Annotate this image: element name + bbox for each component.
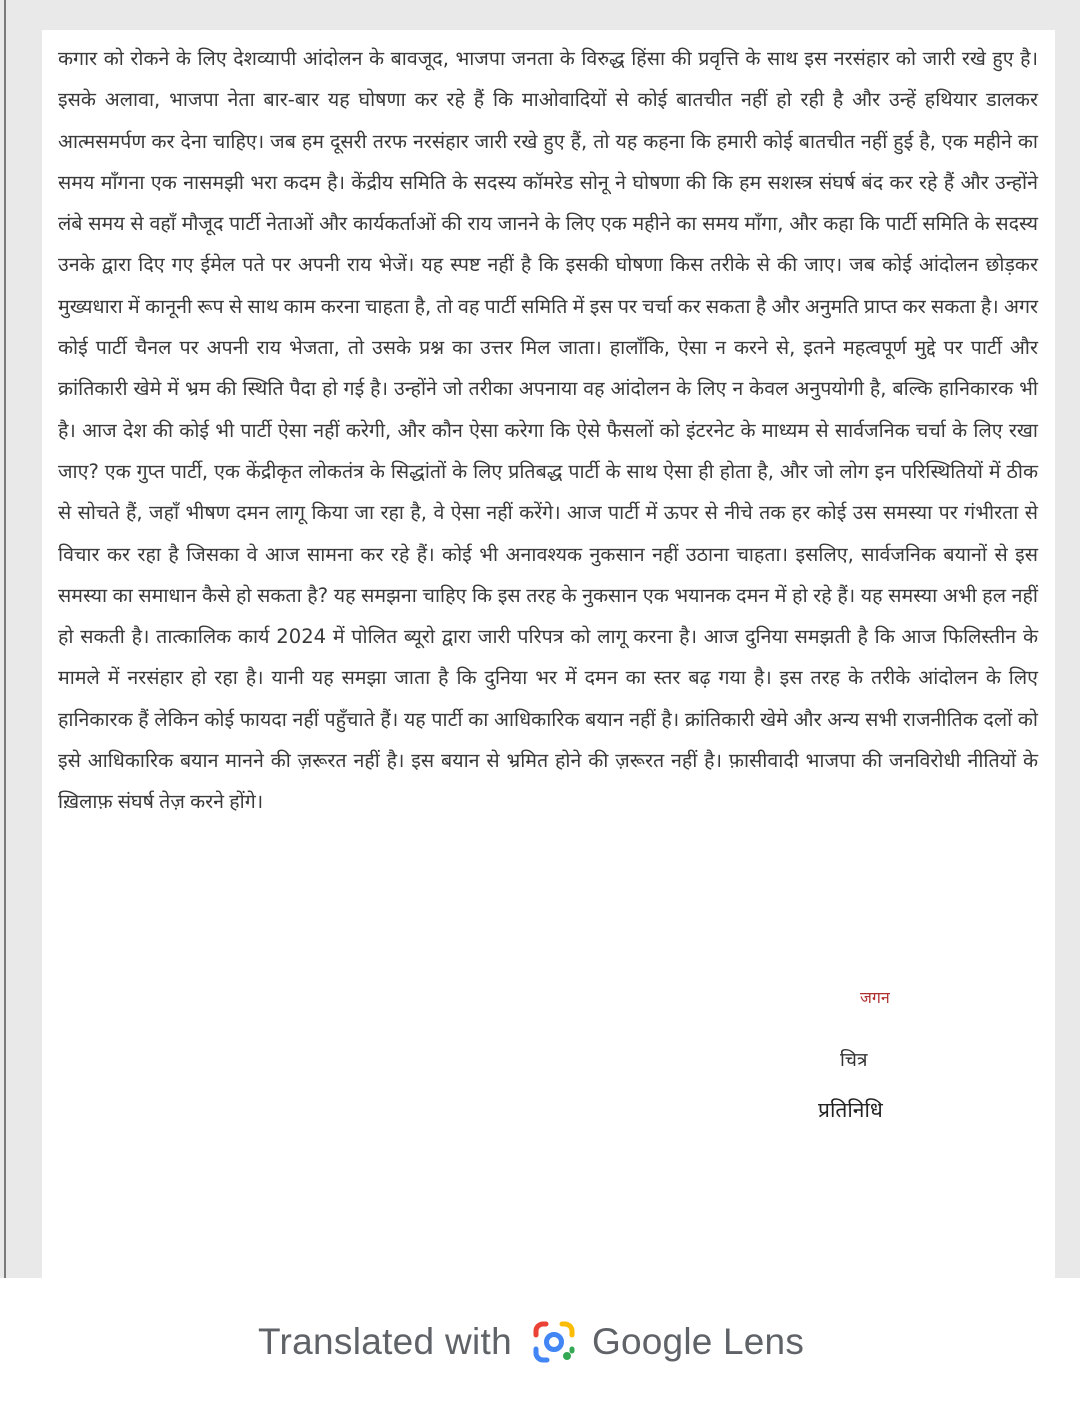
signature-title: चित्र xyxy=(840,1049,868,1071)
translated-with-label: Translated with xyxy=(258,1321,513,1362)
document-body-text: कगार को रोकने के लिए देशव्यापी आंदोलन के बावजूद, भाजपा जनता के विरुद्ध हिंसा की प्रवृत्ति के साथ इस नरसंहार को जारी रखे हुए है। इसके अलावा, भाजपा नेता बार-बार यह घोषणा कर रहे हैं कि माओवादियों से कोई बातचीत नहीं हो रही है और उन्हें हथियार डालकर आत्मसमर्पण कर देना चाहिए। जब हम दूसरी तरफ नरसंहार जारी रखे हुए हैं, तो यह कहना कि हमारी कोई बातचीत नहीं हुई है, एक महीने का समय माँगना एक नासमझी भरा कदम है। केंद्रीय समिति के सदस्य कॉमरेड सोनू ने घोषणा की कि हम सशस्त्र संघर्ष बंद कर रहे हैं और उन्होंने लंबे समय से वहाँ मौजूद पार्टी नेताओं और कार्यकर्ताओं की राय जानने के लिए एक महीने का समय माँगा, और कहा कि पार्टी समिति के सदस्य उनके द्वारा दिए गए ईमेल पते पर अपनी राय भेजें। यह स्पष्ट नहीं है कि इसकी घोषणा किस तरीके से की जाए। जब कोई आंदोलन छोड़कर मुख्यधारा में कानूनी रूप से साथ काम करना चाहता है, तो वह पार्टी समिति में इस पर चर्चा कर सकता है और अनुमति प्राप्त कर सकता है। अगर कोई पार्टी चैनल पर अपनी राय भेजता, तो उसके प्रश्न का उत्तर मिल जाता। हालाँकि, ऐसा न करने से, इतने महत्वपूर्ण मुद्दे पर पार्टी और क्रांतिकारी खेमे में भ्रम की स्थिति पैदा हो गई है। उन्होंने जो तरीका अपनाया वह आंदोलन के लिए न केवल अनुपयोगी है, बल्कि हानिकारक भी है। आज देश की कोई भी पार्टी ऐसा नहीं करेगी, और कौन ऐसा करेगा कि ऐसे फैसलों को इंटरनेट के माध्यम से सार्वजनिक चर्चा के लिए रखा जाए? एक गुप्त पार्टी, एक केंद्रीकृत लोकतंत्र के सिद्धांतों के लिए प्रतिबद्ध पार्टी के साथ ऐसा ही होता है, और जो लोग इन परिस्थितियों में ठीक से सोचते हैं, जहाँ भीषण दमन लागू किया जा रहा है, वे ऐसा नहीं करेंगे। आज पार्टी में ऊपर से नीचे तक हर कोई उस समस्या पर गंभीरता से विचार कर रहा है जिसका वे आज सामना कर रहे हैं। कोई भी अनावश्यक नुकसान नहीं उठाना चाहता। इसलिए, सार्वजनिक बयानों से इस समस्या का समाधान कैसे हो सकता है? यह समझना चाहिए कि इस तरह के नुकसान एक भयानक दमन में हो रहे हैं। यह समस्या अभी हल नहीं हो सकती है। तात्कालिक कार्य 2024 में पोलित ब्यूरो द्वारा जारी परिपत्र को लागू करना है। आज दुनिया समझती है कि आज फिलिस्तीन के मामले में नरसंहार हो रहा है। यानी यह समझा जाता है कि दुनिया भर में दमन का स्तर बढ़ गया है। इस तरह के तरीके आंदोलन के लिए हानिकारक हैं लेकिन कोई फायदा नहीं पहुँचाते हैं। यह पार्टी का आधिकारिक बयान नहीं है। क्रांतिकारी खेमे और अन्य सभी राजनीतिक दलों को इसे आधिकारिक बयान मानने की ज़रूरत नहीं है। इस बयान से भ्रमित होने की ज़रूरत नहीं है। फ़ासीवादी भाजपा की जनविरोधी नीतियों के ख़िलाफ़ संघर्ष तेज़ करने होंगे। xyxy=(58,47,1038,814)
signature-name: जगन xyxy=(860,988,890,1007)
google-lens-label: Google Lens xyxy=(592,1321,805,1362)
left-margin-line xyxy=(4,0,6,1278)
translated-with-banner xyxy=(258,1318,804,1366)
google-lens-icon xyxy=(530,1318,578,1366)
signature-role: प्रतिनिधि xyxy=(818,1098,883,1122)
